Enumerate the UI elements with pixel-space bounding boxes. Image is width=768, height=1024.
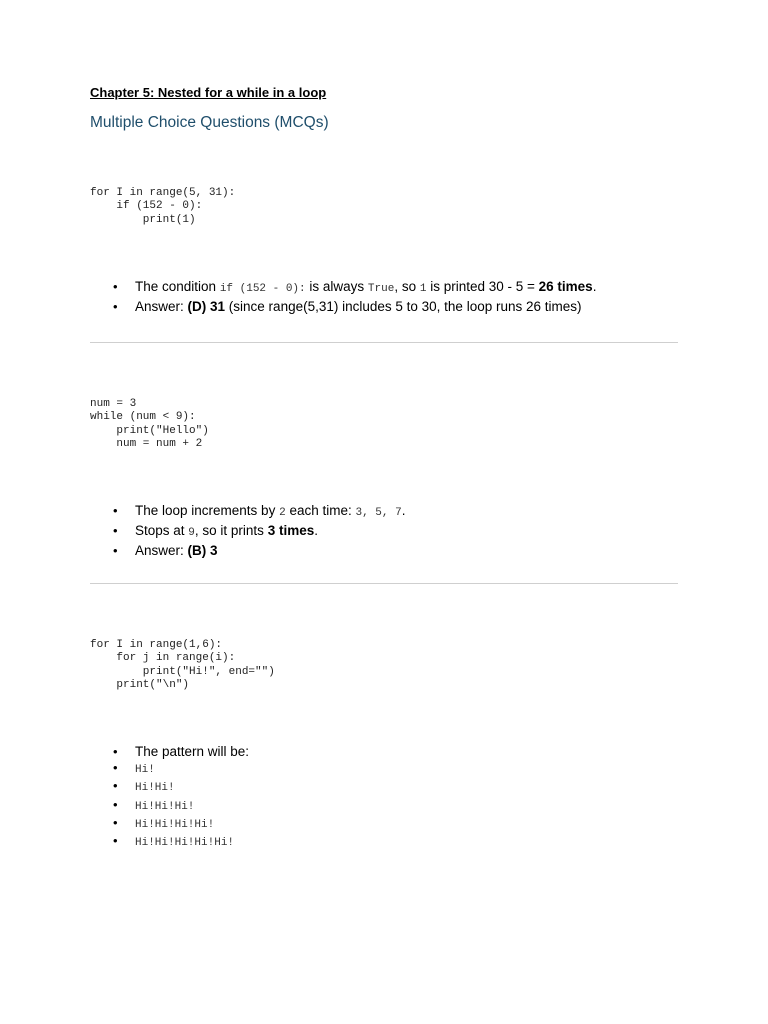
chapter-title: Chapter 5: Nested for a while in a loop	[90, 85, 327, 100]
divider	[90, 583, 678, 584]
pattern-line: • Hi!	[90, 760, 690, 778]
code-block-q3: for I in range(1,6): for j in range(i): print("Hi!", end="") print("\n")	[90, 639, 275, 691]
code-block-q2: num = 3 while (num < 9): print("Hello") num = num + 2	[90, 398, 209, 450]
list-item: • The condition if (152 - 0): is always True, so 1 is printed 30 - 5 = 26 times.	[90, 278, 690, 298]
section-title: Multiple Choice Questions (MCQs)	[90, 114, 329, 131]
list-item: • The pattern will be:	[90, 743, 690, 760]
list-item: • Answer: (B) 3	[90, 542, 690, 559]
explanation-list-q3	[90, 743, 690, 760]
pattern-line: • Hi!Hi!Hi!	[90, 797, 690, 815]
pattern-list	[90, 760, 690, 851]
pattern-line: • Hi!Hi!Hi!Hi!	[90, 815, 690, 833]
explanation-list-q1	[90, 278, 690, 315]
code-block-q1: for I in range(5, 31): if (152 - 0): print(1)	[90, 187, 236, 226]
pattern-line: • Hi!Hi!	[90, 778, 690, 796]
pattern-line: • Hi!Hi!Hi!Hi!Hi!	[90, 833, 690, 851]
list-item: • Stops at 9, so it prints 3 times.	[90, 522, 690, 542]
list-item: • The loop increments by 2 each time: 3, 5, 7.	[90, 502, 690, 522]
list-item: • Answer: (D) 31 (since range(5,31) includes 5 to 30, the loop runs 26 times)	[90, 298, 690, 315]
divider	[90, 342, 678, 343]
explanation-list-q2	[90, 502, 690, 559]
